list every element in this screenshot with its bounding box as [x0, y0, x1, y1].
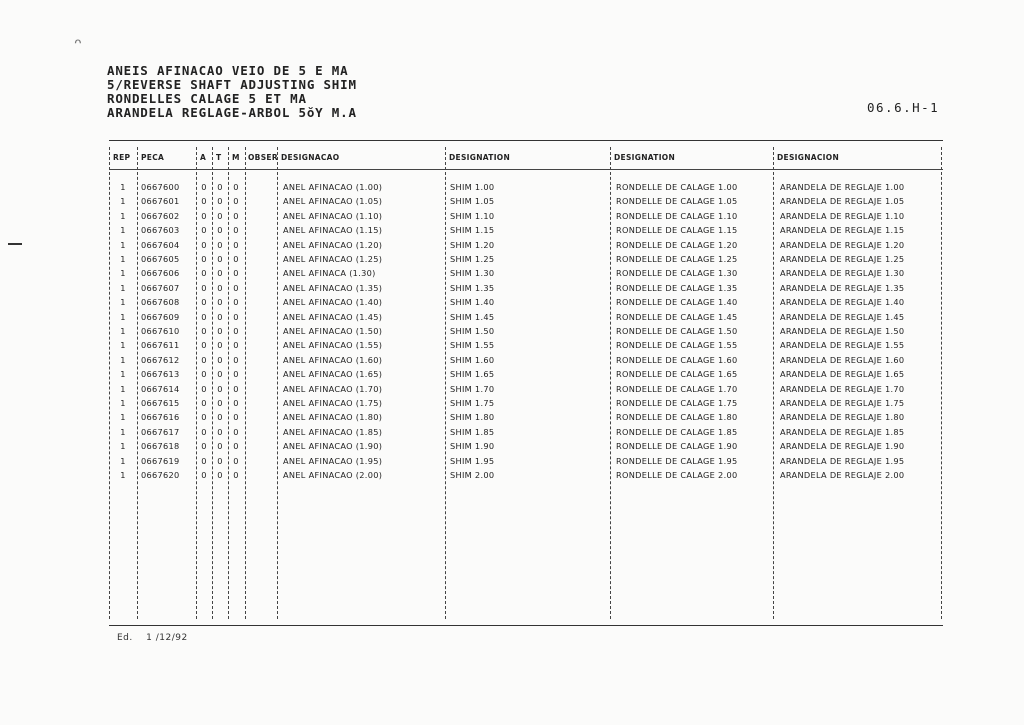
cell-designation-en: SHIM 1.75	[450, 398, 495, 408]
cell-peca: 0667620	[141, 470, 180, 480]
cell-a: 0	[201, 225, 207, 236]
cell-m: 0	[233, 455, 239, 466]
cell-m: 0	[233, 398, 239, 408]
cell-a: 0	[201, 254, 207, 264]
table-row	[109, 325, 943, 339]
cell-a: 0	[201, 210, 207, 221]
title-line-es: ARANDELA REGLAGE-ARBOL 5ŏY M.A	[107, 105, 357, 120]
cell-designacao: ANEL AFINACAO (1.05)	[283, 196, 383, 207]
cell-designacao: ANEL AFINACAO (1.00)	[283, 182, 383, 192]
cell-designation-fr: RONDELLE DE CALAGE 1.85	[616, 426, 738, 437]
cell-a: 0	[201, 182, 207, 192]
cell-peca: 0667608	[141, 297, 180, 308]
cell-designation-en: SHIM 1.00	[450, 182, 495, 192]
cell-designation-fr: RONDELLE DE CALAGE 1.30	[616, 268, 738, 279]
scan-mark: ᴖ	[74, 36, 82, 51]
cell-peca: 0667616	[141, 412, 180, 423]
cell-designation-en: SHIM 1.45	[450, 311, 495, 322]
header-t: T	[216, 153, 222, 162]
header-a: A	[200, 153, 207, 162]
cell-t: 0	[217, 470, 223, 480]
cell-designacao: ANEL AFINACAO (1.20)	[283, 239, 383, 250]
cell-designacao: ANEL AFINACAO (1.95)	[283, 455, 383, 466]
cell-peca: 0667617	[141, 426, 180, 437]
cell-designation-en: SHIM 1.85	[450, 426, 495, 437]
cell-designacion: ARANDELA DE REGLAJE 1.40	[780, 297, 905, 308]
cell-designacion: ARANDELA DE REGLAJE 1.80	[780, 412, 905, 423]
cell-designacion: ARANDELA DE REGLAJE 1.95	[780, 455, 905, 466]
cell-designacion: ARANDELA DE REGLAJE 1.55	[780, 340, 905, 351]
cell-peca: 0667601	[141, 196, 180, 207]
cell-m: 0	[233, 239, 239, 250]
cell-designacao: ANEL AFINACAO (1.65)	[283, 369, 383, 380]
cell-designation-en: SHIM 1.15	[450, 225, 495, 236]
cell-designation-en: SHIM 1.25	[450, 254, 495, 264]
table-row	[109, 339, 943, 353]
cell-designation-fr: RONDELLE DE CALAGE 1.75	[616, 398, 738, 408]
cell-designation-en: SHIM 1.35	[450, 282, 495, 293]
cell-designation-fr: RONDELLE DE CALAGE 1.00	[616, 182, 738, 192]
cell-designation-en: SHIM 1.50	[450, 326, 495, 336]
cell-rep: 1	[120, 196, 126, 207]
cell-t: 0	[217, 398, 223, 408]
cell-designation-fr: RONDELLE DE CALAGE 1.70	[616, 383, 738, 394]
cell-designacion: ARANDELA DE REGLAJE 1.65	[780, 369, 905, 380]
table-row	[109, 239, 943, 253]
cell-designation-fr: RONDELLE DE CALAGE 1.40	[616, 297, 738, 308]
cell-rep: 1	[120, 412, 126, 423]
cell-t: 0	[217, 354, 223, 365]
cell-peca: 0667612	[141, 354, 180, 365]
cell-peca: 0667604	[141, 239, 180, 250]
cell-designacion: ARANDELA DE REGLAJE 1.25	[780, 254, 905, 264]
table-row	[109, 440, 943, 454]
cell-a: 0	[201, 470, 207, 480]
table-row	[109, 210, 943, 224]
page-reference: 06.6.H-1	[867, 100, 940, 115]
cell-a: 0	[201, 441, 207, 452]
table-row	[109, 296, 943, 310]
cell-a: 0	[201, 455, 207, 466]
cell-designation-fr: RONDELLE DE CALAGE 1.10	[616, 210, 738, 221]
cell-designacion: ARANDELA DE REGLAJE 1.30	[780, 268, 905, 279]
cell-rep: 1	[120, 210, 126, 221]
header-designation-en: DESIGNATION	[449, 153, 511, 162]
cell-rep: 1	[120, 239, 126, 250]
table-row	[109, 311, 943, 325]
cell-designation-en: SHIM 1.30	[450, 268, 495, 279]
cell-designation-fr: RONDELLE DE CALAGE 1.65	[616, 369, 738, 380]
cell-designacao: ANEL AFINACAO (1.50)	[283, 326, 383, 336]
header-peca: PECA	[141, 153, 165, 162]
document-title	[107, 64, 357, 120]
header-rule	[109, 169, 943, 170]
title-line-pt: ANEIS AFINACAO VEIO DE 5 E MA	[107, 63, 349, 78]
cell-a: 0	[201, 426, 207, 437]
cell-designation-fr: RONDELLE DE CALAGE 1.25	[616, 254, 738, 264]
cell-a: 0	[201, 326, 207, 336]
cell-m: 0	[233, 196, 239, 207]
cell-designacao: ANEL AFINACAO (2.00)	[283, 470, 383, 480]
table-row	[109, 469, 943, 483]
cell-t: 0	[217, 441, 223, 452]
cell-m: 0	[233, 412, 239, 423]
scan-dash	[8, 243, 22, 245]
cell-a: 0	[201, 354, 207, 365]
cell-m: 0	[233, 383, 239, 394]
cell-m: 0	[233, 369, 239, 380]
cell-m: 0	[233, 326, 239, 336]
cell-designation-fr: RONDELLE DE CALAGE 1.20	[616, 239, 738, 250]
title-line-en: 5/REVERSE SHAFT ADJUSTING SHIM	[107, 77, 357, 92]
cell-rep: 1	[120, 455, 126, 466]
cell-designacao: ANEL AFINACAO (1.35)	[283, 282, 383, 293]
table-row	[109, 195, 943, 209]
cell-designacao: ANEL AFINACAO (1.80)	[283, 412, 383, 423]
cell-designation-en: SHIM 1.05	[450, 196, 495, 207]
cell-designation-en: SHIM 1.20	[450, 239, 495, 250]
cell-designacao: ANEL AFINACAO (1.55)	[283, 340, 383, 351]
cell-t: 0	[217, 412, 223, 423]
cell-designation-en: SHIM 1.90	[450, 441, 495, 452]
cell-t: 0	[217, 225, 223, 236]
cell-peca: 0667600	[141, 182, 180, 192]
cell-peca: 0667614	[141, 383, 180, 394]
cell-designacion: ARANDELA DE REGLAJE 1.10	[780, 210, 905, 221]
cell-a: 0	[201, 398, 207, 408]
cell-rep: 1	[120, 470, 126, 480]
table-row	[109, 397, 943, 411]
cell-designation-fr: RONDELLE DE CALAGE 1.50	[616, 326, 738, 336]
cell-peca: 0667606	[141, 268, 180, 279]
cell-rep: 1	[120, 282, 126, 293]
cell-designacao: ANEL AFINACA (1.30)	[283, 268, 376, 279]
cell-designation-fr: RONDELLE DE CALAGE 1.55	[616, 340, 738, 351]
cell-a: 0	[201, 412, 207, 423]
cell-t: 0	[217, 196, 223, 207]
cell-designacao: ANEL AFINACAO (1.85)	[283, 426, 383, 437]
table-row	[109, 455, 943, 469]
cell-designacao: ANEL AFINACAO (1.60)	[283, 354, 383, 365]
cell-m: 0	[233, 441, 239, 452]
cell-a: 0	[201, 196, 207, 207]
cell-rep: 1	[120, 398, 126, 408]
cell-designation-fr: RONDELLE DE CALAGE 1.95	[616, 455, 738, 466]
cell-rep: 1	[120, 254, 126, 264]
cell-a: 0	[201, 282, 207, 293]
cell-designacao: ANEL AFINACAO (1.70)	[283, 383, 383, 394]
cell-m: 0	[233, 354, 239, 365]
table-row	[109, 224, 943, 238]
cell-peca: 0667619	[141, 455, 180, 466]
table-row	[109, 181, 943, 195]
cell-designation-en: SHIM 1.55	[450, 340, 495, 351]
cell-designacion: ARANDELA DE REGLAJE 1.60	[780, 354, 905, 365]
cell-m: 0	[233, 282, 239, 293]
cell-designation-en: SHIM 1.80	[450, 412, 495, 423]
cell-rep: 1	[120, 340, 126, 351]
header-rep: REP	[113, 153, 131, 162]
cell-designacao: ANEL AFINACAO (1.25)	[283, 254, 383, 264]
cell-m: 0	[233, 311, 239, 322]
cell-t: 0	[217, 426, 223, 437]
cell-t: 0	[217, 340, 223, 351]
cell-rep: 1	[120, 354, 126, 365]
title-line-fr: RONDELLES CALAGE 5 ET MA	[107, 91, 307, 106]
cell-designacao: ANEL AFINACAO (1.40)	[283, 297, 383, 308]
cell-a: 0	[201, 369, 207, 380]
cell-designacao: ANEL AFINACAO (1.15)	[283, 225, 383, 236]
cell-t: 0	[217, 254, 223, 264]
cell-designacion: ARANDELA DE REGLAJE 1.35	[780, 282, 905, 293]
cell-designation-en: SHIM 1.95	[450, 455, 495, 466]
cell-designacion: ARANDELA DE REGLAJE 1.70	[780, 383, 905, 394]
edition-date: 1 /12/92	[146, 633, 188, 643]
cell-t: 0	[217, 326, 223, 336]
cell-t: 0	[217, 383, 223, 394]
cell-t: 0	[217, 268, 223, 279]
table-row	[109, 411, 943, 425]
cell-peca: 0667603	[141, 225, 180, 236]
cell-designacion: ARANDELA DE REGLAJE 1.15	[780, 225, 905, 236]
cell-designacion: ARANDELA DE REGLAJE 1.20	[780, 239, 905, 250]
cell-peca: 0667611	[141, 340, 180, 351]
header-obser: OBSER	[248, 153, 278, 162]
cell-t: 0	[217, 369, 223, 380]
cell-peca: 0667607	[141, 282, 180, 293]
header-designation-fr: DESIGNATION	[614, 153, 676, 162]
cell-designation-fr: RONDELLE DE CALAGE 1.45	[616, 311, 738, 322]
cell-m: 0	[233, 297, 239, 308]
cell-designacion: ARANDELA DE REGLAJE 1.45	[780, 311, 905, 322]
cell-m: 0	[233, 470, 239, 480]
cell-designacion: ARANDELA DE REGLAJE 1.90	[780, 441, 905, 452]
cell-rep: 1	[120, 369, 126, 380]
cell-rep: 1	[120, 268, 126, 279]
cell-designation-en: SHIM 2.00	[450, 470, 495, 480]
cell-peca: 0667613	[141, 369, 180, 380]
cell-rep: 1	[120, 426, 126, 437]
cell-t: 0	[217, 182, 223, 192]
cell-designacao: ANEL AFINACAO (1.90)	[283, 441, 383, 452]
cell-designacion: ARANDELA DE REGLAJE 1.75	[780, 398, 905, 408]
cell-designation-en: SHIM 1.40	[450, 297, 495, 308]
table-row	[109, 383, 943, 397]
cell-peca: 0667610	[141, 326, 180, 336]
edition-label: Ed.	[117, 633, 133, 643]
cell-m: 0	[233, 225, 239, 236]
cell-designation-fr: RONDELLE DE CALAGE 1.80	[616, 412, 738, 423]
cell-rep: 1	[120, 441, 126, 452]
parts-table	[109, 140, 943, 626]
cell-peca: 0667615	[141, 398, 180, 408]
table-row	[109, 253, 943, 267]
cell-rep: 1	[120, 297, 126, 308]
cell-designation-en: SHIM 1.60	[450, 354, 495, 365]
cell-m: 0	[233, 340, 239, 351]
cell-designacion: ARANDELA DE REGLAJE 1.50	[780, 326, 905, 336]
cell-designation-fr: RONDELLE DE CALAGE 1.15	[616, 225, 738, 236]
header-designacao: DESIGNACAO	[281, 153, 340, 162]
cell-designacion: ARANDELA DE REGLAJE 2.00	[780, 470, 905, 480]
edition-footer	[117, 633, 188, 643]
cell-designacao: ANEL AFINACAO (1.10)	[283, 210, 383, 221]
cell-m: 0	[233, 426, 239, 437]
cell-rep: 1	[120, 383, 126, 394]
header-designacion: DESIGNACION	[777, 153, 840, 162]
cell-designacion: ARANDELA DE REGLAJE 1.85	[780, 426, 905, 437]
cell-designation-fr: RONDELLE DE CALAGE 1.90	[616, 441, 738, 452]
cell-designation-fr: RONDELLE DE CALAGE 1.05	[616, 196, 738, 207]
cell-a: 0	[201, 311, 207, 322]
cell-designation-fr: RONDELLE DE CALAGE 2.00	[616, 470, 738, 480]
cell-m: 0	[233, 210, 239, 221]
table-row	[109, 267, 943, 281]
cell-a: 0	[201, 297, 207, 308]
cell-designation-fr: RONDELLE DE CALAGE 1.60	[616, 354, 738, 365]
cell-rep: 1	[120, 182, 126, 192]
cell-peca: 0667618	[141, 441, 180, 452]
table-row	[109, 368, 943, 382]
cell-a: 0	[201, 340, 207, 351]
cell-m: 0	[233, 182, 239, 192]
cell-t: 0	[217, 311, 223, 322]
cell-a: 0	[201, 239, 207, 250]
cell-t: 0	[217, 210, 223, 221]
cell-designacion: ARANDELA DE REGLAJE 1.00	[780, 182, 905, 192]
cell-designation-fr: RONDELLE DE CALAGE 1.35	[616, 282, 738, 293]
cell-t: 0	[217, 282, 223, 293]
cell-a: 0	[201, 268, 207, 279]
cell-t: 0	[217, 455, 223, 466]
cell-t: 0	[217, 297, 223, 308]
cell-peca: 0667605	[141, 254, 180, 264]
cell-rep: 1	[120, 311, 126, 322]
cell-designation-en: SHIM 1.65	[450, 369, 495, 380]
cell-designation-en: SHIM 1.10	[450, 210, 495, 221]
table-row	[109, 426, 943, 440]
cell-designacao: ANEL AFINACAO (1.45)	[283, 311, 383, 322]
cell-designacion: ARANDELA DE REGLAJE 1.05	[780, 196, 905, 207]
cell-peca: 0667602	[141, 210, 180, 221]
cell-peca: 0667609	[141, 311, 180, 322]
cell-designation-en: SHIM 1.70	[450, 383, 495, 394]
cell-rep: 1	[120, 326, 126, 336]
table-row	[109, 354, 943, 368]
cell-a: 0	[201, 383, 207, 394]
cell-m: 0	[233, 268, 239, 279]
cell-m: 0	[233, 254, 239, 264]
cell-t: 0	[217, 239, 223, 250]
header-m: M	[232, 153, 240, 162]
cell-rep: 1	[120, 225, 126, 236]
cell-designacao: ANEL AFINACAO (1.75)	[283, 398, 383, 408]
table-row	[109, 282, 943, 296]
